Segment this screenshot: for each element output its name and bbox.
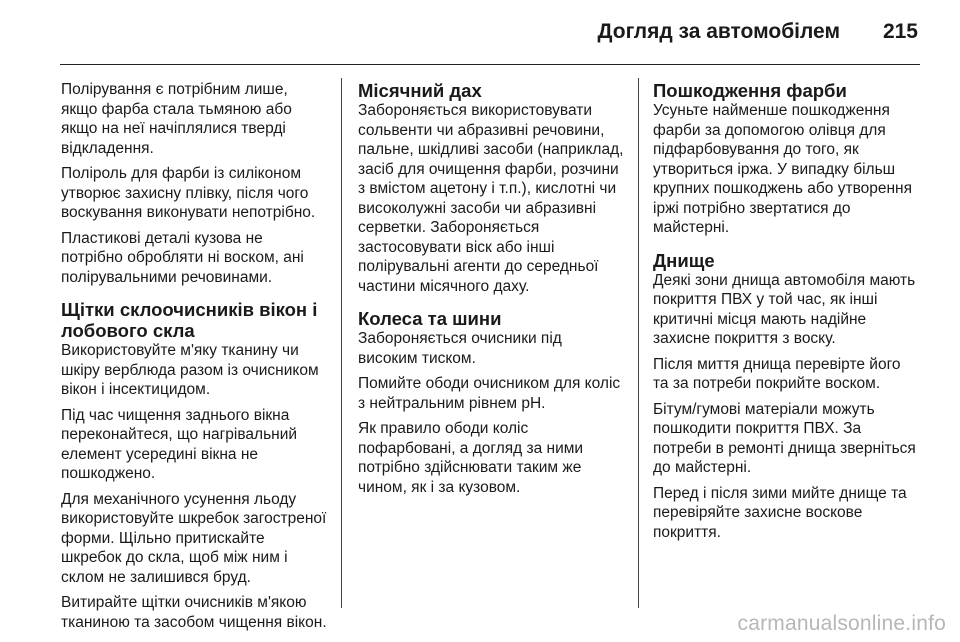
paragraph-after-wash: Після миття днища перевірте його та за потреби покрийте воском. xyxy=(653,355,901,392)
paragraph-rims-cleaner: Помийте ободи очисником для коліс з нейтральним рівнем pH. xyxy=(358,375,621,412)
heading-wheels-tyres: Колеса та шини xyxy=(358,308,502,329)
paragraph-high-pressure: Забороняється очисники під високим тиском. xyxy=(358,330,562,367)
heading-sunroof: Місячний дах xyxy=(358,80,482,101)
paragraph-underbody-coating: Деякі зони днища автомобіля мають покриття ПВХ у той час, як інші критичні місця мають надійне захисне покриття з воску. xyxy=(653,271,916,347)
heading-underbody: Днище xyxy=(653,249,715,271)
paragraph-ice-scraper: Для механічного усунення льоду використовуйте шкребок загостреної форми. Щільно притискайте шкребок до скла, щоб між ним і склом не залишився бруд. xyxy=(61,490,327,586)
paragraph-polishing: Полірування є потрібним лише, якщо фарба стала тьмяною або якщо на неї начіплялися тверді відкладення. xyxy=(61,81,292,157)
paragraph-sunroof: Забороняється використовувати сольвенти чи абразивні речовини, пальне, шкідливі засоби (наприклад, засіб для очищення фарби, розчини з вмістом ацетону і т.п.), кислотні чи високолужні засоби чи абразивні серветки. Забороняється застосовувати віск або інші полірувальні агенти до середньої частини місячного даху. xyxy=(358,102,624,295)
page-title: Догляд за автомобілем xyxy=(597,20,840,43)
paragraph-soft-cloth: Використовуйте м'яку тканину чи шкіру верблюда разом із очисником вікон і інсектицидом. xyxy=(61,342,319,398)
heading-paint-damage: Пошкодження фарби xyxy=(653,80,847,101)
page-header xyxy=(0,0,960,66)
watermark: carmanualsonline.info xyxy=(737,612,946,635)
paragraph-paint-damage: Усуньте найменше пошкодження фарби за допомогою олівця для підфарбовування до того, як утвориться іржа. У випадку більш крупних пошкоджень або утворення іржі потрібно звертатися до майстерні. xyxy=(653,102,913,236)
paragraph-silicone-polish: Поліроль для фарби із силіконом утворює захисну плівку, після чого воскування виконувати непотрібно. xyxy=(61,165,316,221)
column-left xyxy=(61,80,327,638)
paragraph-plastic-parts: Пластикові деталі кузова не потрібно обробляти ні воском, ані полірувальними речовинами. xyxy=(61,229,304,286)
heading-wiper-blades: Щітки склоочисників вікон і лобового скла xyxy=(61,299,318,341)
column-right xyxy=(653,80,919,548)
paragraph-bitumen: Бітум/гумові матеріали можуть пошкодити покриття ПВХ. За потреби в ремонті днища зверніться до майстерні. xyxy=(653,400,916,476)
paragraph-wipe-blades: Витирайте щітки очисників м'якою тканиною та засобом чищення вікон. xyxy=(61,594,327,631)
column-divider-1 xyxy=(341,78,342,608)
page-number: 215 xyxy=(882,20,918,43)
paragraph-rear-window: Під час чищення заднього вікна переконайтеся, що нагрівальний елемент усередині вікна не пошкоджено. xyxy=(61,406,298,482)
column-middle xyxy=(358,80,624,503)
header-divider xyxy=(60,64,920,65)
column-divider-2 xyxy=(638,78,639,608)
paragraph-winter: Перед і після зими мийте днище та перевіряйте захисне воскове покриття. xyxy=(653,484,907,541)
paragraph-painted-rims: Як правило ободи коліс пофарбовані, а догляд за ними потрібно здійснювати таким же чином, як і за кузовом. xyxy=(358,420,584,496)
